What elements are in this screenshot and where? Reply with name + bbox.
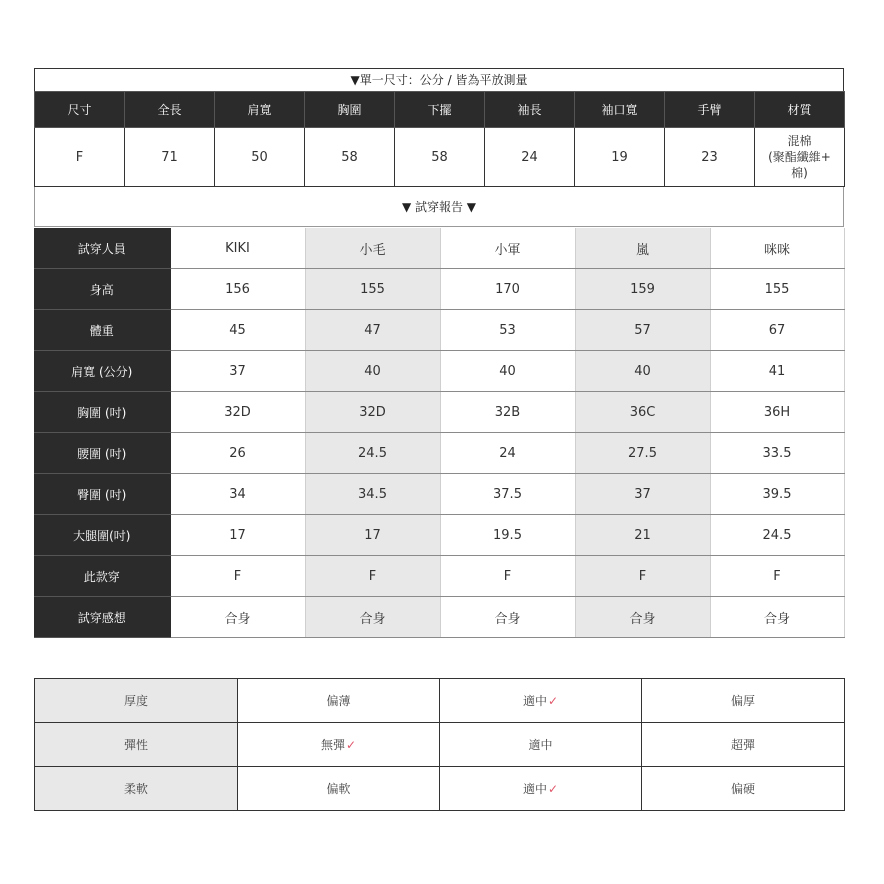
report-row bbox=[34, 228, 844, 269]
value-hem: 58 bbox=[395, 128, 485, 187]
fabric-option-label: 超彈 bbox=[730, 738, 755, 752]
checkmark-icon: ✓ bbox=[547, 782, 559, 796]
value-material bbox=[755, 128, 845, 187]
report-cell: 37.5 bbox=[440, 474, 575, 515]
fabric-row-label: 厚度 bbox=[35, 679, 238, 723]
report-cell: 32B bbox=[440, 392, 575, 433]
report-row-label: 體重 bbox=[34, 310, 170, 351]
report-cell: 合身 bbox=[440, 597, 575, 638]
report-cell: 32D bbox=[305, 392, 440, 433]
report-cell: 合身 bbox=[575, 597, 710, 638]
report-cell: 40 bbox=[575, 351, 710, 392]
report-cell: 39.5 bbox=[710, 474, 844, 515]
report-cell: 155 bbox=[305, 269, 440, 310]
report-cell: 19.5 bbox=[440, 515, 575, 556]
fabric-option bbox=[642, 679, 845, 723]
report-cell: 34 bbox=[170, 474, 305, 515]
report-title: ▼ 試穿報告 ▼ bbox=[34, 187, 844, 227]
fabric-option-label: 偏硬 bbox=[730, 782, 755, 796]
report-row-label: 身高 bbox=[34, 269, 170, 310]
report-cell: 45 bbox=[170, 310, 305, 351]
fabric-option bbox=[238, 767, 440, 811]
fabric-option bbox=[440, 679, 642, 723]
report-row bbox=[34, 392, 844, 433]
report-cell: 37 bbox=[170, 351, 305, 392]
report-cell: 159 bbox=[575, 269, 710, 310]
fabric-row bbox=[35, 723, 845, 767]
report-cell: 27.5 bbox=[575, 433, 710, 474]
fabric-row bbox=[35, 679, 845, 723]
fabric-option-label: 無彈 bbox=[320, 738, 345, 752]
report-cell: 合身 bbox=[170, 597, 305, 638]
fabric-option bbox=[238, 679, 440, 723]
report-cell: 17 bbox=[305, 515, 440, 556]
report-cell: 36H bbox=[710, 392, 844, 433]
report-cell: 小軍 bbox=[440, 228, 575, 269]
report-row bbox=[34, 433, 844, 474]
report-cell: 67 bbox=[710, 310, 844, 351]
report-row-label: 臀圍 (吋) bbox=[34, 474, 170, 515]
report-cell: 36C bbox=[575, 392, 710, 433]
report-row bbox=[34, 556, 844, 597]
report-cell: 合身 bbox=[305, 597, 440, 638]
report-row bbox=[34, 310, 844, 351]
report-cell: 53 bbox=[440, 310, 575, 351]
fabric-option bbox=[642, 767, 845, 811]
report-cell: KIKI bbox=[170, 228, 305, 269]
report-row-label: 腰圍 (吋) bbox=[34, 433, 170, 474]
value-bust: 58 bbox=[305, 128, 395, 187]
report-row-label: 試穿感想 bbox=[34, 597, 170, 638]
report-cell: 26 bbox=[170, 433, 305, 474]
value-arm: 23 bbox=[665, 128, 755, 187]
report-cell: 170 bbox=[440, 269, 575, 310]
value-sleeve-length: 24 bbox=[485, 128, 575, 187]
header-hem: 下擺 bbox=[395, 92, 485, 128]
header-shoulder: 肩寬 bbox=[215, 92, 305, 128]
fabric-row-label: 彈性 bbox=[35, 723, 238, 767]
fabric-row-label: 柔軟 bbox=[35, 767, 238, 811]
fabric-option-label: 偏軟 bbox=[326, 782, 351, 796]
header-material: 材質 bbox=[755, 92, 845, 128]
report-row bbox=[34, 474, 844, 515]
report-cell: F bbox=[440, 556, 575, 597]
report-cell: 小毛 bbox=[305, 228, 440, 269]
header-arm: 手臂 bbox=[665, 92, 755, 128]
material-line: 棉) bbox=[791, 166, 808, 180]
checkmark-icon: ✓ bbox=[547, 694, 559, 708]
report-cell: 24.5 bbox=[710, 515, 844, 556]
header-size: 尺寸 bbox=[35, 92, 125, 128]
report-cell: F bbox=[710, 556, 844, 597]
fabric-option-label: 適中 bbox=[528, 738, 553, 752]
size-caption: ▼單一尺寸：公分 / 皆為平放測量 bbox=[34, 68, 844, 91]
fabric-option bbox=[440, 723, 642, 767]
report-cell: 57 bbox=[575, 310, 710, 351]
report-row bbox=[34, 351, 844, 392]
fabric-option bbox=[440, 767, 642, 811]
report-row-label: 肩寬 (公分) bbox=[34, 351, 170, 392]
header-cuff-width: 袖口寬 bbox=[575, 92, 665, 128]
material-line: (聚酯纖維+ bbox=[768, 150, 831, 164]
report-cell: 34.5 bbox=[305, 474, 440, 515]
report-cell: 21 bbox=[575, 515, 710, 556]
report-cell: 咪咪 bbox=[710, 228, 844, 269]
report-cell: 155 bbox=[710, 269, 844, 310]
report-cell: 17 bbox=[170, 515, 305, 556]
size-section bbox=[34, 68, 844, 187]
header-sleeve-length: 袖長 bbox=[485, 92, 575, 128]
report-row-label: 此款穿 bbox=[34, 556, 170, 597]
fabric-option-label: 偏厚 bbox=[730, 694, 755, 708]
report-cell: 40 bbox=[440, 351, 575, 392]
fabric-option bbox=[238, 723, 440, 767]
value-size: F bbox=[35, 128, 125, 187]
report-row bbox=[34, 269, 844, 310]
value-cuff-width: 19 bbox=[575, 128, 665, 187]
fabric-option bbox=[642, 723, 845, 767]
report-cell: 合身 bbox=[710, 597, 844, 638]
checkmark-icon: ✓ bbox=[345, 738, 357, 752]
size-table bbox=[34, 91, 845, 187]
report-cell: 47 bbox=[305, 310, 440, 351]
fabric-row bbox=[35, 767, 845, 811]
report-cell: F bbox=[575, 556, 710, 597]
report-row-label: 大腿圍(吋) bbox=[34, 515, 170, 556]
value-shoulder: 50 bbox=[215, 128, 305, 187]
header-bust: 胸圍 bbox=[305, 92, 395, 128]
report-cell: 24 bbox=[440, 433, 575, 474]
fabric-option-label: 適中 bbox=[522, 782, 547, 796]
report-cell: F bbox=[170, 556, 305, 597]
report-cell: 41 bbox=[710, 351, 844, 392]
report-cell: 37 bbox=[575, 474, 710, 515]
report-cell: 33.5 bbox=[710, 433, 844, 474]
report-cell: 32D bbox=[170, 392, 305, 433]
report-row bbox=[34, 515, 844, 556]
fabric-table bbox=[34, 678, 845, 811]
report-cell: 40 bbox=[305, 351, 440, 392]
report-table bbox=[34, 228, 845, 638]
material-line: 混棉 bbox=[787, 134, 812, 148]
size-value-row bbox=[35, 128, 845, 187]
report-row-label: 胸圍 (吋) bbox=[34, 392, 170, 433]
fabric-option-label: 適中 bbox=[522, 694, 547, 708]
value-length: 71 bbox=[125, 128, 215, 187]
report-cell: 156 bbox=[170, 269, 305, 310]
fabric-option-label: 偏薄 bbox=[326, 694, 351, 708]
report-row-label: 試穿人員 bbox=[34, 228, 170, 269]
report-cell: F bbox=[305, 556, 440, 597]
report-row bbox=[34, 597, 844, 638]
report-cell: 嵐 bbox=[575, 228, 710, 269]
report-cell: 24.5 bbox=[305, 433, 440, 474]
size-header-row bbox=[35, 92, 845, 128]
header-length: 全長 bbox=[125, 92, 215, 128]
